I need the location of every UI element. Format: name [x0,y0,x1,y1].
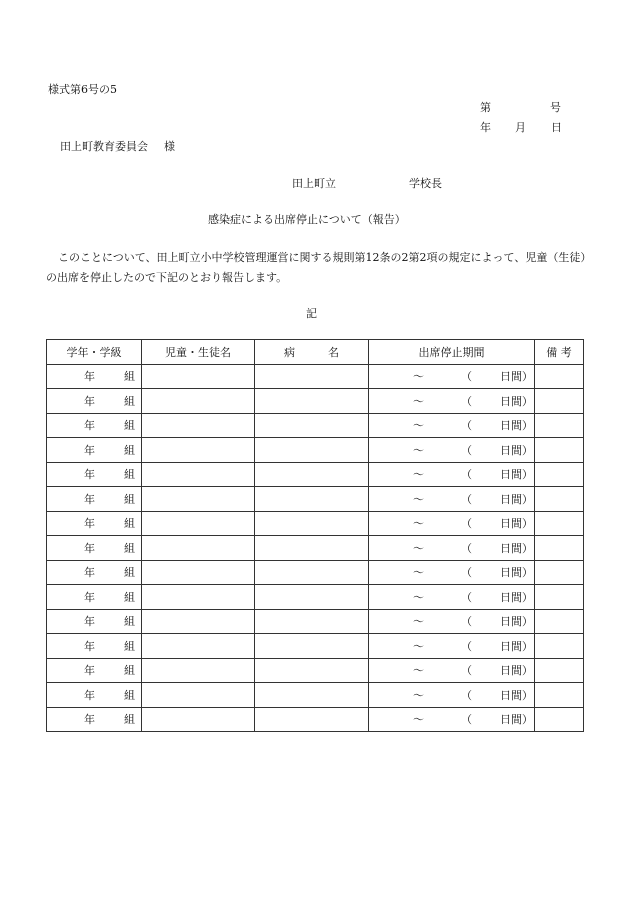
illness-cell[interactable] [255,707,369,732]
grade-label: 年 [84,517,95,531]
period-range-tilde: ～ [413,492,424,506]
table-row [47,487,584,512]
grade-class-cell[interactable] [47,585,142,610]
absence-period-cell[interactable] [369,413,535,438]
absence-period-cell[interactable] [369,536,535,561]
table-row [47,438,584,463]
class-label: 組 [124,688,135,702]
table-row [47,413,584,438]
absence-period-cell[interactable] [369,438,535,463]
absence-period-cell[interactable] [369,462,535,487]
form-number: 様式第6号の5 [48,83,117,96]
student-name-cell[interactable] [142,585,255,610]
period-range-tilde: ～ [413,639,424,653]
student-name-cell[interactable] [142,560,255,585]
student-name-cell[interactable] [142,634,255,659]
student-name-cell[interactable] [142,364,255,389]
period-range-tilde: ～ [413,566,424,580]
student-name-cell[interactable] [142,683,255,708]
absence-period-cell[interactable] [369,707,535,732]
student-name-cell[interactable] [142,462,255,487]
period-range-tilde: ～ [413,541,424,555]
header-grade-class: 学年・学級 [47,340,142,365]
student-name-cell[interactable] [142,707,255,732]
period-open-paren: （ [461,615,472,629]
table-row [47,536,584,561]
absence-period-cell[interactable] [369,634,535,659]
header-absence-period: 出席停止期間 [369,340,535,365]
class-label: 組 [124,443,135,457]
remarks-cell[interactable] [535,438,584,463]
date-year-label: 年 [480,121,491,134]
remarks-cell[interactable] [535,683,584,708]
absence-period-cell[interactable] [369,487,535,512]
period-days-suffix: 日間） [500,468,533,482]
table-row [47,683,584,708]
period-days-suffix: 日間） [500,639,533,653]
absence-report-table [46,339,584,732]
class-label: 組 [124,590,135,604]
grade-label: 年 [84,713,95,727]
class-label: 組 [124,615,135,629]
period-days-suffix: 日間） [500,443,533,457]
class-label: 組 [124,419,135,433]
period-days-suffix: 日間） [500,394,533,408]
class-label: 組 [124,492,135,506]
student-name-cell[interactable] [142,658,255,683]
period-range-tilde: ～ [413,443,424,457]
student-name-cell[interactable] [142,413,255,438]
illness-cell[interactable] [255,536,369,561]
table-row [47,389,584,414]
grade-class-cell[interactable] [47,438,142,463]
illness-cell[interactable] [255,683,369,708]
period-open-paren: （ [461,443,472,457]
period-days-suffix: 日間） [500,713,533,727]
grade-label: 年 [84,468,95,482]
grade-label: 年 [84,419,95,433]
period-open-paren: （ [461,566,472,580]
period-range-tilde: ～ [413,419,424,433]
period-range-tilde: ～ [413,615,424,629]
body-paragraph: このことについて、田上町立小中学校管理運営に関する規則第12条の2第2項の規定によって、児童（生徒）の出席を停止したので下記のとおり報告します。 [46,251,586,284]
grade-label: 年 [84,615,95,629]
table-row [47,707,584,732]
class-label: 組 [124,566,135,580]
illness-cell[interactable] [255,634,369,659]
period-open-paren: （ [461,492,472,506]
period-days-suffix: 日間） [500,615,533,629]
period-range-tilde: ～ [413,688,424,702]
absence-period-cell[interactable] [369,658,535,683]
grade-class-cell[interactable] [47,560,142,585]
remarks-cell[interactable] [535,585,584,610]
grade-class-cell[interactable] [47,389,142,414]
document-number-suffix: 号 [550,101,561,114]
grade-label: 年 [84,492,95,506]
period-days-suffix: 日間） [500,370,533,384]
student-name-cell[interactable] [142,511,255,536]
remarks-cell[interactable] [535,462,584,487]
remarks-cell[interactable] [535,634,584,659]
period-open-paren: （ [461,590,472,604]
class-label: 組 [124,394,135,408]
period-days-suffix: 日間） [500,419,533,433]
student-name-cell[interactable] [142,536,255,561]
header-student-name: 児童・生徒名 [142,340,255,365]
table-header-row [47,340,584,365]
grade-class-cell[interactable] [47,511,142,536]
illness-cell[interactable] [255,511,369,536]
class-label: 組 [124,541,135,555]
class-label: 組 [124,639,135,653]
grade-label: 年 [84,370,95,384]
remarks-cell[interactable] [535,609,584,634]
table-row [47,511,584,536]
student-name-cell[interactable] [142,487,255,512]
date-day-label: 日 [551,121,562,134]
period-range-tilde: ～ [413,590,424,604]
period-days-suffix: 日間） [500,688,533,702]
period-open-paren: （ [461,713,472,727]
period-days-suffix: 日間） [500,541,533,555]
class-label: 組 [124,370,135,384]
header-illness: 病 名 [255,340,369,365]
class-label: 組 [124,664,135,678]
document-number-prefix: 第 [480,101,491,114]
period-range-tilde: ～ [413,468,424,482]
period-open-paren: （ [461,468,472,482]
grade-label: 年 [84,639,95,653]
grade-class-cell[interactable] [47,487,142,512]
illness-cell[interactable] [255,462,369,487]
period-open-paren: （ [461,639,472,653]
remarks-cell[interactable] [535,707,584,732]
illness-cell[interactable] [255,389,369,414]
absence-period-cell[interactable] [369,511,535,536]
remarks-cell[interactable] [535,389,584,414]
table-row [47,560,584,585]
grade-label: 年 [84,566,95,580]
period-open-paren: （ [461,664,472,678]
period-open-paren: （ [461,419,472,433]
grade-class-cell[interactable] [47,536,142,561]
illness-cell[interactable] [255,364,369,389]
grade-class-cell[interactable] [47,413,142,438]
period-open-paren: （ [461,517,472,531]
illness-cell[interactable] [255,413,369,438]
period-days-suffix: 日間） [500,492,533,506]
table-row [47,585,584,610]
absence-period-cell[interactable] [369,364,535,389]
illness-cell[interactable] [255,438,369,463]
grade-label: 年 [84,688,95,702]
remarks-cell[interactable] [535,560,584,585]
remarks-cell[interactable] [535,658,584,683]
illness-cell[interactable] [255,658,369,683]
period-range-tilde: ～ [413,713,424,727]
table-row [47,634,584,659]
absence-period-cell[interactable] [369,585,535,610]
grade-label: 年 [84,541,95,555]
period-days-suffix: 日間） [500,590,533,604]
period-open-paren: （ [461,688,472,702]
grade-class-cell[interactable] [47,683,142,708]
period-range-tilde: ～ [413,664,424,678]
grade-class-cell[interactable] [47,707,142,732]
remarks-cell[interactable] [535,413,584,438]
ki-heading: 記 [306,307,317,320]
class-label: 組 [124,713,135,727]
grade-label: 年 [84,394,95,408]
period-days-suffix: 日間） [500,517,533,531]
date-month-label: 月 [515,121,526,134]
grade-label: 年 [84,590,95,604]
table-row [47,364,584,389]
table-row [47,609,584,634]
remarks-cell[interactable] [535,487,584,512]
period-open-paren: （ [461,370,472,384]
period-open-paren: （ [461,394,472,408]
class-label: 組 [124,517,135,531]
illness-cell[interactable] [255,487,369,512]
document-title: 感染症による出席停止について（報告） [208,213,406,226]
remarks-cell[interactable] [535,364,584,389]
class-label: 組 [124,468,135,482]
grade-class-cell[interactable] [47,658,142,683]
remarks-cell[interactable] [535,511,584,536]
sender-principal-title: 学校長 [409,177,442,190]
absence-period-cell[interactable] [369,389,535,414]
illness-cell[interactable] [255,585,369,610]
period-days-suffix: 日間） [500,664,533,678]
sender-school-prefix: 田上町立 [292,177,336,190]
table-row [47,658,584,683]
grade-class-cell[interactable] [47,609,142,634]
grade-class-cell[interactable] [47,364,142,389]
student-name-cell[interactable] [142,438,255,463]
grade-class-cell[interactable] [47,634,142,659]
addressee-honorific: 様 [164,140,175,153]
absence-period-cell[interactable] [369,609,535,634]
illness-cell[interactable] [255,560,369,585]
period-range-tilde: ～ [413,370,424,384]
remarks-cell[interactable] [535,536,584,561]
absence-period-cell[interactable] [369,560,535,585]
table-row [47,462,584,487]
grade-class-cell[interactable] [47,462,142,487]
period-days-suffix: 日間） [500,566,533,580]
student-name-cell[interactable] [142,609,255,634]
period-open-paren: （ [461,541,472,555]
period-range-tilde: ～ [413,517,424,531]
header-remarks: 備 考 [535,340,584,365]
grade-label: 年 [84,664,95,678]
illness-cell[interactable] [255,609,369,634]
period-range-tilde: ～ [413,394,424,408]
grade-label: 年 [84,443,95,457]
student-name-cell[interactable] [142,389,255,414]
addressee-name: 田上町教育委員会 [60,140,148,153]
absence-period-cell[interactable] [369,683,535,708]
